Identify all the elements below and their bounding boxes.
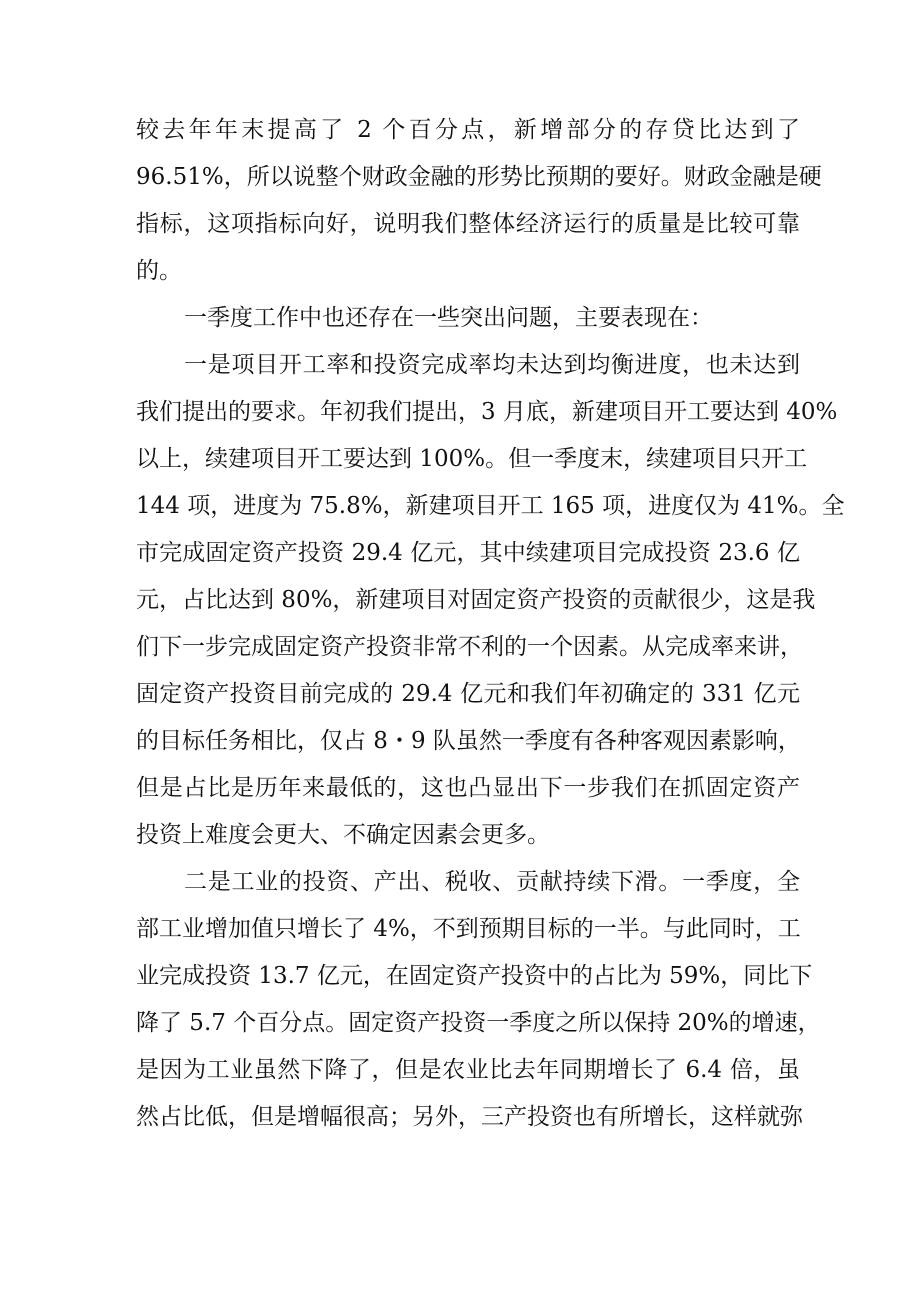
text-line: 然占比低，但是增幅很高；另外，三产投资也有所增长，这样就弥 <box>136 1104 803 1130</box>
text-line: 市完成固定资产投资 29.4 亿元，其中续建项目完成投资 23.6 亿 <box>136 540 800 566</box>
text-line: 是因为工业虽然下降了，但是农业比去年同期增长了 6.4 倍，虽 <box>136 1057 800 1083</box>
text-line: 固定资产投资目前完成的 29.4 亿元和我们年初确定的 331 亿元 <box>136 681 800 707</box>
text-line: 二是工业的投资、产出、税收、贡献持续下滑。一季度，全 <box>184 869 800 895</box>
text-line: 们下一步完成固定资产投资非常不利的一个因素。从完成率来讲， <box>136 634 803 660</box>
text-line: 的目标任务相比，仅占 8・9 队虽然一季度有各种客观因素影响， <box>136 728 801 754</box>
text-line: 的。 <box>136 258 182 284</box>
text-line: 一季度工作中也还存在一些突出问题，主要表现在： <box>184 305 713 331</box>
text-line: 一是项目开工率和投资完成率均未达到均衡进度，也未达到 <box>184 352 800 378</box>
document-body <box>136 107 845 1141</box>
text-line: 我们提出的要求。年初我们提出，3 月底，新建项目开工要达到 40% <box>136 399 838 425</box>
paragraph-4 <box>136 859 821 1141</box>
text-line: 投资上难度会更大、不确定因素会更多。 <box>136 822 550 848</box>
paragraph-1 <box>136 107 822 295</box>
text-line: 部工业增加值只增长了 4%，不到预期目标的一半。与此同时，工 <box>136 916 801 942</box>
paragraph-3 <box>136 342 845 859</box>
text-line: 但是占比是历年来最低的，这也凸显出下一步我们在抓固定资产 <box>136 775 800 801</box>
text-line: 业完成投资 13.7 亿元，在固定资产投资中的占比为 59%，同比下 <box>136 963 813 989</box>
text-line: 降了 5.7 个百分点。固定资产投资一季度之所以保持 20%的增速， <box>136 1010 821 1036</box>
text-line: 指标，这项指标向好，说明我们整体经济运行的质量是比较可靠 <box>136 211 800 237</box>
paragraph-2 <box>136 295 800 342</box>
text-line: 以上，续建项目开工要达到 100%。但一季度末，续建项目只开工 <box>136 446 808 472</box>
text-line: 144 项，进度为 75.8%，新建项目开工 165 项，进度仅为 41%。全 <box>136 493 845 519</box>
text-line: 较去年年末提高了 2 个百分点，新增部分的存贷比达到了 <box>136 117 800 143</box>
text-line: 元，占比达到 80%，新建项目对固定资产投资的贡献很少，这是我 <box>136 587 816 613</box>
text-line: 96.51%，所以说整个财政金融的形势比预期的要好。财政金融是硬 <box>136 164 822 190</box>
